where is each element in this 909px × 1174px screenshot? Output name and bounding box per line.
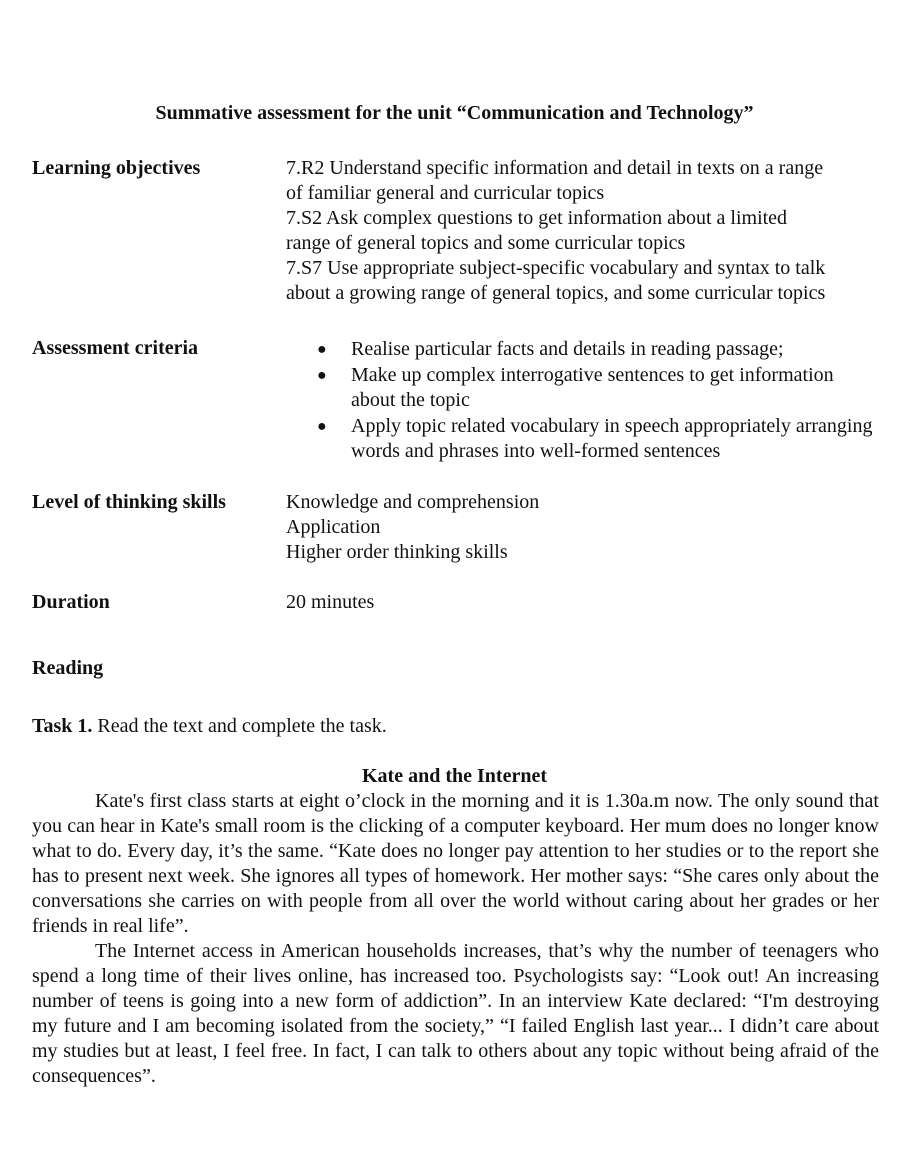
reading-paragraph: Kate's first class starts at eight o’clock in the morning and it is 1.30a.m now. The only sound that you can hear in Kate's small room is the clicking of a computer keyboard. Her mum does no longer know what to do. Every day, it’s the same. “Kate does no longer pay attention to her studies or to the report she has to present next week. She ignores all types of homework. Her mother says: “She cares only about the conversations she carries on with people from all over the world without caring about her grades or her friends in real life”. [32, 790, 879, 937]
criterion-text: Make up complex interrogative sentences to get information about the topic [351, 363, 834, 411]
thinking-skills-text [286, 490, 539, 565]
criterion-text: Apply topic related vocabulary in speech appropriately arranging words and phrases into well-formed sentences [351, 414, 873, 462]
learning-objectives-text [286, 156, 825, 306]
list-item [317, 337, 881, 363]
reading-text-title: Kate and the Internet [362, 765, 547, 787]
list-item [317, 414, 881, 465]
thinking-skill-line: Application [286, 516, 381, 538]
objective-line: 7.R2 Understand specific information and detail in texts on a range [286, 157, 824, 179]
task-instruction [32, 714, 387, 739]
objective-line: 7.S7 Use appropriate subject-specific vocabulary and syntax to talk [286, 257, 826, 279]
thinking-skill-line: Higher order thinking skills [286, 541, 508, 563]
assessment-criteria-list [317, 337, 881, 465]
objective-line: range of general topics and some curricular topics [286, 232, 686, 254]
bullet-icon: ● [317, 366, 327, 384]
list-item [317, 363, 881, 414]
reading-heading: Reading [32, 657, 104, 679]
thinking-skills-label: Level of thinking skills [32, 491, 226, 513]
criterion-text: Realise particular facts and details in reading passage; [351, 338, 784, 360]
learning-objectives-label: Learning objectives [32, 157, 201, 179]
duration-value: 20 minutes [286, 591, 375, 613]
objective-line: of familiar general and curricular topics [286, 182, 605, 204]
task-label: Task 1. [32, 715, 93, 737]
reading-paragraph: The Internet access in American households increases, that’s why the number of teenagers who spend a long time of their lives online, has increased too. Psychologists say: “Look out! An increasing number of teens is going into a new form of addiction”. In an interview Kate declared: “I'm destroying my future and I am becoming isolated from the society,” “I failed English last year... I didn’t care about my studies but at least, I feel free. In fact, I can talk to others about any topic without being afraid of the consequences”. [32, 940, 879, 1087]
objective-line: 7.S2 Ask complex questions to get information about a limited [286, 207, 788, 229]
document-title: Summative assessment for the unit “Communication and Technology” [155, 102, 754, 124]
assessment-criteria-label: Assessment criteria [32, 337, 199, 359]
bullet-icon: ● [317, 341, 327, 358]
duration-label: Duration [32, 591, 110, 613]
thinking-skill-line: Knowledge and comprehension [286, 491, 540, 513]
task-text: Read the text and complete the task. [92, 715, 387, 737]
bullet-icon: ● [317, 417, 327, 435]
objective-line: about a growing range of general topics, and some curricular topics [286, 282, 826, 304]
